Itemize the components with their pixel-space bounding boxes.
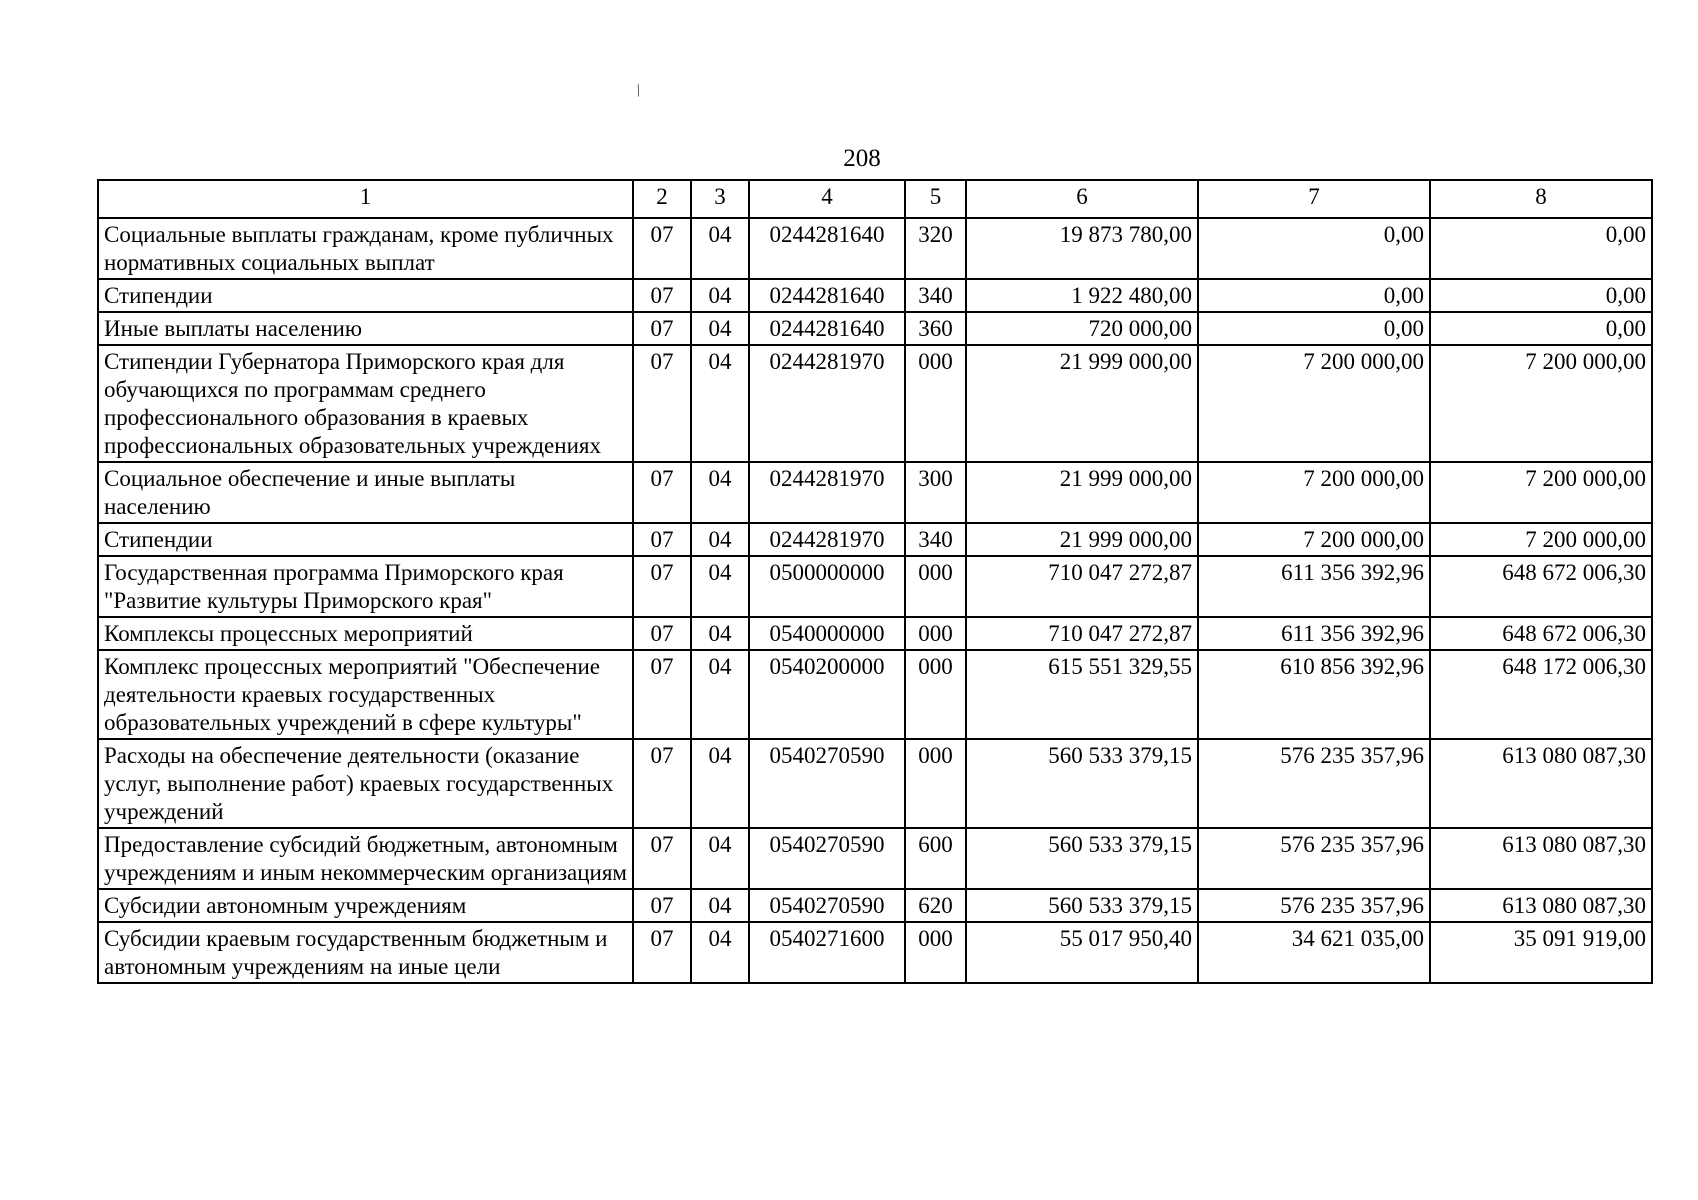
section-cell: 07 (633, 345, 691, 462)
subsection-cell: 04 (691, 279, 749, 312)
section-cell: 07 (633, 828, 691, 889)
header-row (98, 180, 1652, 218)
target-article-cell: 0540270590 (749, 739, 905, 828)
expense-type-cell: 340 (905, 523, 966, 556)
name-cell: Расходы на обеспечение деятельности (оказание услуг, выполнение работ) краевых государственных учреждений (98, 739, 633, 828)
expense-type-cell: 000 (905, 739, 966, 828)
expense-type-cell: 600 (905, 828, 966, 889)
subsection-cell: 04 (691, 462, 749, 523)
amount-cell-col6: 560 533 379,15 (966, 828, 1198, 889)
target-article-cell: 0244281970 (749, 523, 905, 556)
amount-cell-col8: 613 080 087,30 (1430, 739, 1652, 828)
amount-cell-col7: 34 621 035,00 (1198, 922, 1430, 983)
section-cell: 07 (633, 279, 691, 312)
target-article-cell: 0244281640 (749, 279, 905, 312)
target-article-cell: 0244281970 (749, 345, 905, 462)
name-cell: Комплексы процессных мероприятий (98, 617, 633, 650)
table-row (98, 922, 1652, 983)
target-article-cell: 0500000000 (749, 556, 905, 617)
amount-cell-col8: 7 200 000,00 (1430, 345, 1652, 462)
target-article-cell: 0540270590 (749, 828, 905, 889)
name-cell: Государственная программа Приморского края "Развитие культуры Приморского края" (98, 556, 633, 617)
section-cell: 07 (633, 922, 691, 983)
name-cell: Социальные выплаты гражданам, кроме публичных нормативных социальных выплат (98, 218, 633, 279)
section-cell: 07 (633, 617, 691, 650)
header-cell-5: 5 (905, 180, 966, 218)
amount-cell-col8: 0,00 (1430, 218, 1652, 279)
amount-cell-col7: 611 356 392,96 (1198, 617, 1430, 650)
subsection-cell: 04 (691, 617, 749, 650)
amount-cell-col6: 710 047 272,87 (966, 617, 1198, 650)
amount-cell-col7: 576 235 357,96 (1198, 889, 1430, 922)
table-row (98, 556, 1652, 617)
expense-type-cell: 320 (905, 218, 966, 279)
amount-cell-col8: 613 080 087,30 (1430, 828, 1652, 889)
name-cell: Стипендии (98, 523, 633, 556)
subsection-cell: 04 (691, 218, 749, 279)
table-row (98, 650, 1652, 739)
amount-cell-col7: 610 856 392,96 (1198, 650, 1430, 739)
amount-cell-col6: 19 873 780,00 (966, 218, 1198, 279)
header-cell-8: 8 (1430, 180, 1652, 218)
section-cell: 07 (633, 523, 691, 556)
name-cell: Иные выплаты населению (98, 312, 633, 345)
amount-cell-col8: 0,00 (1430, 279, 1652, 312)
header-cell-1: 1 (98, 180, 633, 218)
amount-cell-col6: 720 000,00 (966, 312, 1198, 345)
table-row (98, 523, 1652, 556)
table-row (98, 462, 1652, 523)
name-cell: Субсидии краевым государственным бюджетным и автономным учреждениям на иные цели (98, 922, 633, 983)
section-cell: 07 (633, 650, 691, 739)
amount-cell-col6: 560 533 379,15 (966, 889, 1198, 922)
amount-cell-col7: 0,00 (1198, 279, 1430, 312)
amount-cell-col8: 648 172 006,30 (1430, 650, 1652, 739)
amount-cell-col6: 560 533 379,15 (966, 739, 1198, 828)
amount-cell-col8: 613 080 087,30 (1430, 889, 1652, 922)
amount-cell-col7: 576 235 357,96 (1198, 739, 1430, 828)
budget-table (97, 179, 1653, 984)
expense-type-cell: 000 (905, 345, 966, 462)
header-cell-6: 6 (966, 180, 1198, 218)
name-cell: Предоставление субсидий бюджетным, автономным учреждениям и иным некоммерческим организациям (98, 828, 633, 889)
subsection-cell: 04 (691, 523, 749, 556)
expense-type-cell: 000 (905, 617, 966, 650)
name-cell: Комплекс процессных мероприятий "Обеспечение деятельности краевых государственных образовательных учреждений в сфере культуры" (98, 650, 633, 739)
amount-cell-col8: 7 200 000,00 (1430, 523, 1652, 556)
expense-type-cell: 300 (905, 462, 966, 523)
target-article-cell: 0540000000 (749, 617, 905, 650)
amount-cell-col6: 55 017 950,40 (966, 922, 1198, 983)
expense-type-cell: 000 (905, 650, 966, 739)
expense-type-cell: 000 (905, 556, 966, 617)
subsection-cell: 04 (691, 345, 749, 462)
subsection-cell: 04 (691, 889, 749, 922)
table-row (98, 312, 1652, 345)
amount-cell-col6: 21 999 000,00 (966, 462, 1198, 523)
table-row (98, 828, 1652, 889)
header-cell-3: 3 (691, 180, 749, 218)
section-cell: 07 (633, 312, 691, 345)
amount-cell-col7: 7 200 000,00 (1198, 523, 1430, 556)
amount-cell-col8: 648 672 006,30 (1430, 617, 1652, 650)
amount-cell-col7: 7 200 000,00 (1198, 462, 1430, 523)
expense-type-cell: 360 (905, 312, 966, 345)
section-cell: 07 (633, 556, 691, 617)
amount-cell-col7: 576 235 357,96 (1198, 828, 1430, 889)
amount-cell-col6: 1 922 480,00 (966, 279, 1198, 312)
header-cell-4: 4 (749, 180, 905, 218)
expense-type-cell: 620 (905, 889, 966, 922)
amount-cell-col8: 0,00 (1430, 312, 1652, 345)
section-cell: 07 (633, 218, 691, 279)
name-cell: Стипендии (98, 279, 633, 312)
amount-cell-col6: 21 999 000,00 (966, 345, 1198, 462)
target-article-cell: 0540270590 (749, 889, 905, 922)
amount-cell-col8: 35 091 919,00 (1430, 922, 1652, 983)
subsection-cell: 04 (691, 828, 749, 889)
name-cell: Стипендии Губернатора Приморского края для обучающихся по программам среднего профессионального образования в краевых профессиональных образовательных учреждениях (98, 345, 633, 462)
amount-cell-col6: 615 551 329,55 (966, 650, 1198, 739)
subsection-cell: 04 (691, 556, 749, 617)
amount-cell-col7: 7 200 000,00 (1198, 345, 1430, 462)
table-row (98, 345, 1652, 462)
amount-cell-col6: 710 047 272,87 (966, 556, 1198, 617)
amount-cell-col7: 611 356 392,96 (1198, 556, 1430, 617)
scan-mark: / (632, 79, 645, 101)
target-article-cell: 0540200000 (749, 650, 905, 739)
table-row (98, 279, 1652, 312)
subsection-cell: 04 (691, 922, 749, 983)
expense-type-cell: 000 (905, 922, 966, 983)
expense-type-cell: 340 (905, 279, 966, 312)
subsection-cell: 04 (691, 650, 749, 739)
header-cell-2: 2 (633, 180, 691, 218)
amount-cell-col7: 0,00 (1198, 312, 1430, 345)
section-cell: 07 (633, 739, 691, 828)
table-row (98, 218, 1652, 279)
table-row (98, 889, 1652, 922)
page-number: 208 (843, 145, 881, 172)
name-cell: Социальное обеспечение и иные выплаты населению (98, 462, 633, 523)
header-cell-7: 7 (1198, 180, 1430, 218)
amount-cell-col8: 7 200 000,00 (1430, 462, 1652, 523)
subsection-cell: 04 (691, 739, 749, 828)
amount-cell-col7: 0,00 (1198, 218, 1430, 279)
target-article-cell: 0244281640 (749, 312, 905, 345)
target-article-cell: 0244281640 (749, 218, 905, 279)
section-cell: 07 (633, 462, 691, 523)
target-article-cell: 0540271600 (749, 922, 905, 983)
section-cell: 07 (633, 889, 691, 922)
table-row (98, 617, 1652, 650)
table-row (98, 739, 1652, 828)
amount-cell-col8: 648 672 006,30 (1430, 556, 1652, 617)
amount-cell-col6: 21 999 000,00 (966, 523, 1198, 556)
target-article-cell: 0244281970 (749, 462, 905, 523)
name-cell: Субсидии автономным учреждениям (98, 889, 633, 922)
subsection-cell: 04 (691, 312, 749, 345)
